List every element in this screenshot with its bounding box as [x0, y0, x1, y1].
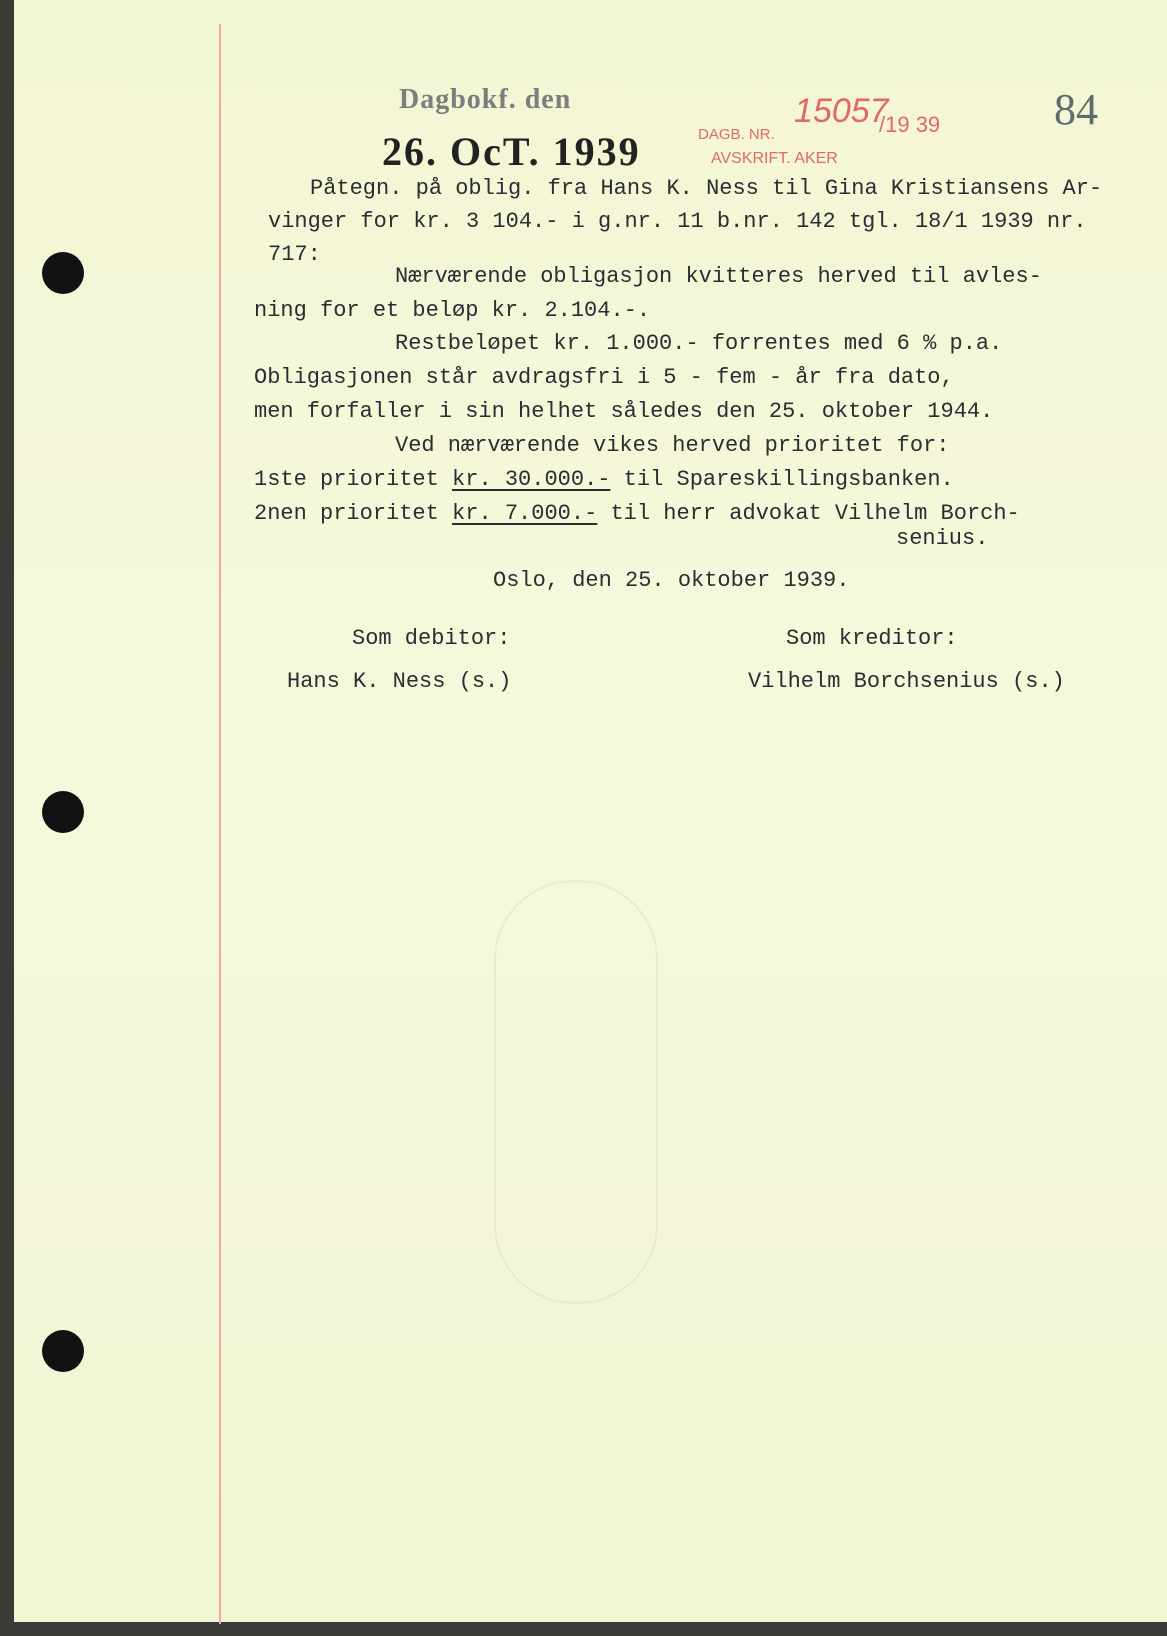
body-line: Nærværende obligasjon kvitteres herved til avles- [395, 264, 1042, 289]
dagb-location: AVSKRIFT. AKER [711, 150, 838, 167]
watermark [494, 880, 658, 1304]
margin-line [219, 24, 221, 1624]
kreditor-label: Som kreditor: [786, 626, 958, 651]
body-line: vinger for kr. 3 104.- i g.nr. 11 b.nr. 142 tgl. 18/1 1939 nr. [268, 209, 1087, 234]
dagbok-stamp-date: 26. OcT. 1939 [382, 129, 641, 174]
body-line: senius. [896, 526, 989, 551]
dagb-nr-number: 15057 [794, 92, 889, 130]
punch-hole [42, 252, 84, 294]
line-text: 2nen prioritet [254, 501, 453, 526]
line-text: 1ste prioritet [254, 467, 453, 492]
body-line: ning for et beløp kr. 2.104.-. [254, 298, 651, 323]
underlined-amount: kr. 7.000.- [452, 501, 598, 526]
debitor-name: Hans K. Ness (s.) [287, 669, 512, 694]
body-line: men forfaller i sin helhet således den 25. oktober 1944. [254, 399, 994, 424]
dagbok-stamp-label: Dagbokf. den [399, 84, 572, 115]
kreditor-name: Vilhelm Borchsenius (s.) [748, 669, 1065, 694]
punch-hole [42, 1330, 84, 1372]
body-line: Påtegn. på oblig. fra Hans K. Ness til Gina Kristiansens Ar- [310, 176, 1103, 201]
line-text: til Spareskillingsbanken. [610, 467, 954, 492]
page-number: 84 [1054, 85, 1098, 134]
dagb-nr-label: DAGB. NR. [698, 126, 775, 143]
line-text: til herr advokat Vilhelm Borch- [597, 501, 1020, 526]
underlined-amount: kr. 30.000.- [452, 467, 611, 492]
body-line: Restbeløpet kr. 1.000.- forrentes med 6 % p.a. [395, 331, 1003, 356]
dagb-nr-year: /19 39 [879, 112, 941, 137]
debitor-label: Som debitor: [352, 626, 511, 651]
body-line [254, 501, 1020, 526]
body-line: Obligasjonen står avdragsfri i 5 - fem - år fra dato, [254, 365, 954, 390]
place-date: Oslo, den 25. oktober 1939. [493, 568, 850, 593]
body-line: 717: [268, 242, 321, 267]
body-line [254, 467, 954, 492]
punch-hole [42, 791, 84, 833]
body-line: Ved nærværende vikes herved prioritet for: [395, 433, 950, 458]
